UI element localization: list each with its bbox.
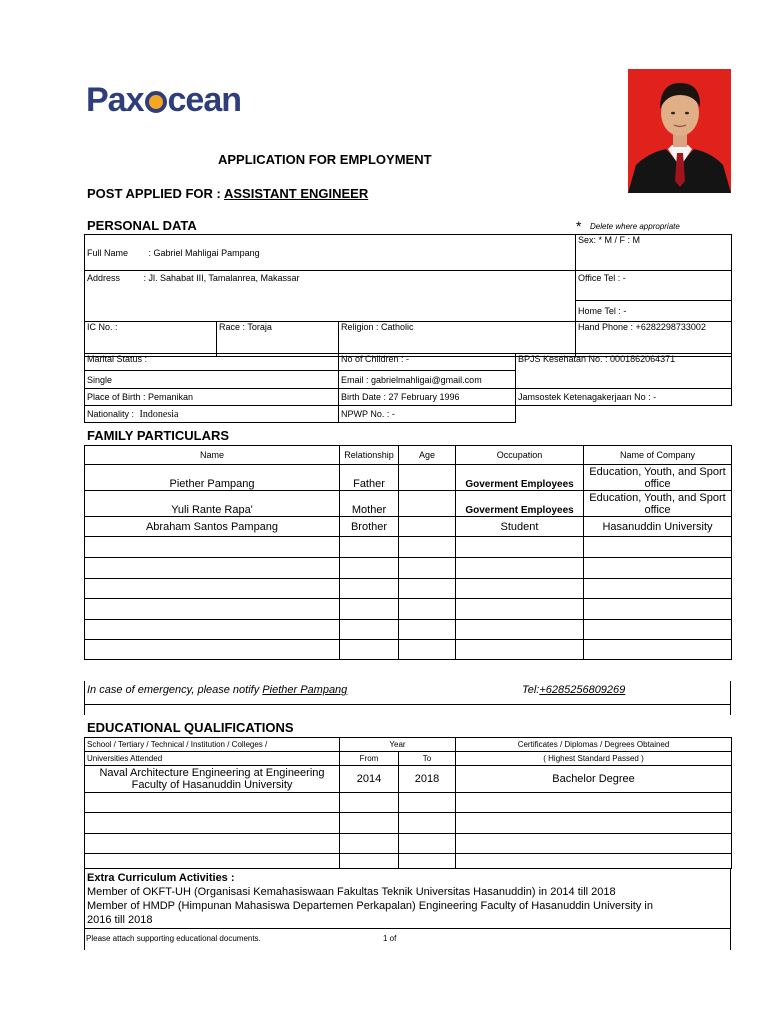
table-row: [85, 766, 732, 793]
children-cell: No of Children : -: [339, 354, 516, 371]
company-logo: Pax cean: [86, 81, 241, 119]
from-header: From: [340, 752, 399, 766]
family-member-company: Education, Youth, and Sport office: [584, 491, 732, 517]
form-title: APPLICATION FOR EMPLOYMENT: [218, 152, 432, 167]
table-row: [85, 517, 732, 537]
extra-border-bottom: [84, 928, 731, 929]
full-name-label: Full Name: [87, 247, 129, 258]
jamsostek-cell: Jamsostek Ketenagakerjaan No : -: [516, 389, 732, 406]
education-heading: EDUCATIONAL QUALIFICATIONS: [87, 720, 294, 735]
table-row: [85, 491, 732, 517]
footer-note: Please attach supporting educational documents.: [86, 934, 261, 943]
family-col-age: Age: [399, 446, 456, 465]
table-row: [85, 854, 732, 869]
school-header-2: Universities Attended: [85, 752, 340, 766]
edu-certificate: Bachelor Degree: [456, 766, 732, 793]
table-row: [85, 793, 732, 813]
personal-data-table: [84, 234, 732, 357]
post-applied: [87, 186, 368, 201]
blank-cell: [516, 406, 732, 423]
table-row: [85, 537, 732, 558]
delete-star: *: [576, 218, 582, 234]
delete-note: Delete where appropriate: [590, 222, 680, 231]
table-row: [85, 558, 732, 579]
family-member-occupation: Goverment Employees: [456, 465, 584, 491]
emergency-border-right: [730, 681, 731, 715]
table-row: [85, 620, 732, 640]
family-member-occupation: Student: [456, 517, 584, 537]
emergency-tel-value: +6285256809269: [539, 684, 626, 696]
npwp-cell: NPWP No. : -: [339, 406, 516, 423]
emergency-tel-label: Tel:: [522, 684, 540, 696]
nationality-value: Indonesia: [139, 408, 179, 420]
family-member-occupation: Goverment Employees: [456, 491, 584, 517]
personal-data-heading: PERSONAL DATA: [87, 218, 197, 233]
full-name-value: : Gabriel Mahligai Pampang: [148, 247, 260, 258]
family-member-relationship: Brother: [340, 517, 399, 537]
family-col-company: Name of Company: [584, 446, 732, 465]
nationality-cell: [85, 406, 339, 423]
family-table: [84, 445, 732, 660]
emergency-tel: [522, 684, 625, 696]
home-tel-cell: Home Tel : -: [576, 301, 732, 322]
family-member-name: Piether Pampang: [85, 465, 340, 491]
marital-status-value: Single: [85, 371, 339, 389]
table-row: [85, 813, 732, 834]
family-member-age: [399, 517, 456, 537]
address-label: Address: [87, 273, 121, 283]
extra-line-1: Member of OKFT-UH (Organisasi Kemahasiswaan Fakultas Teknik Universitas Hasanuddin) in 2014 till 2018: [87, 886, 616, 898]
extra-line-2: Member of HMDP (Himpunan Mahasiswa Departemen Perkapalan) Engineering Faculty of Hasanuddin University in: [87, 900, 653, 912]
cert-header-2: ( Highest Standard Passed ): [456, 752, 732, 766]
family-heading: FAMILY PARTICULARS: [87, 428, 230, 443]
emergency-border-bottom: [84, 704, 731, 705]
family-member-company: Education, Youth, and Sport office: [584, 465, 732, 491]
extra-curriculum: [87, 871, 727, 927]
place-of-birth-cell: Place of Birth : Pemanikan: [85, 389, 339, 406]
emergency-notice: [87, 684, 347, 696]
extra-border-left: [84, 868, 85, 950]
email-cell: Email : gabrielmahligai@gmail.com: [339, 371, 516, 389]
family-member-age: [399, 465, 456, 491]
table-row: [85, 579, 732, 599]
address-cell: [85, 271, 576, 322]
sex-cell: Sex: * M / F : M: [576, 235, 732, 271]
family-col-name: Name: [85, 446, 340, 465]
education-table: [84, 737, 732, 869]
to-header: To: [399, 752, 456, 766]
bpjs-cell: BPJS Kesehatan No. : 0001862064371: [516, 354, 732, 389]
school-name: Naval Architecture Engineering at Engineering Faculty of Hasanuddin University: [85, 766, 340, 793]
applicant-photo-illustration: [628, 69, 731, 193]
post-label: POST APPLIED FOR :: [87, 186, 221, 201]
extra-border-right: [730, 868, 731, 950]
marital-status-label: Marital Status :: [85, 354, 339, 371]
extra-line-3: 2016 till 2018: [87, 914, 153, 926]
edu-from: 2014: [340, 766, 399, 793]
family-member-relationship: Mother: [340, 491, 399, 517]
hand-phone-cell: Hand Phone : +6282298733002: [576, 322, 732, 357]
emergency-name: Piether Pampang: [262, 684, 348, 696]
emergency-label: In case of emergency, please notify: [87, 684, 260, 696]
table-row: [85, 640, 732, 660]
address-value: : Jl. Sahabat III, Tamalanrea, Makassar: [143, 273, 300, 283]
cert-header: Certificates / Diplomas / Degrees Obtained: [456, 738, 732, 752]
personal-data-table-2: [84, 353, 732, 423]
family-member-name: Abraham Santos Pampang: [85, 517, 340, 537]
family-col-relationship: Relationship: [340, 446, 399, 465]
religion-cell: Religion : Catholic: [339, 322, 576, 357]
full-name-cell: [85, 235, 576, 271]
family-member-age: [399, 491, 456, 517]
table-row: [85, 834, 732, 854]
post-value: ASSISTANT ENGINEER: [224, 186, 369, 201]
nationality-label: Nationality :: [87, 408, 135, 419]
applicant-photo: [628, 69, 731, 193]
table-row: [85, 465, 732, 491]
family-member-name: Yuli Rante Rapa': [85, 491, 340, 517]
year-header: Year: [340, 738, 456, 752]
extra-heading: Extra Curriculum Activities :: [87, 872, 235, 884]
emergency-border-left: [84, 681, 85, 715]
edu-to: 2018: [399, 766, 456, 793]
family-member-company: Hasanuddin University: [584, 517, 732, 537]
office-tel-cell: Office Tel : -: [576, 271, 732, 301]
school-header: School / Tertiary / Technical / Institution / Colleges /: [85, 738, 340, 752]
race-cell: Race : Toraja: [217, 322, 339, 357]
family-member-relationship: Father: [340, 465, 399, 491]
ic-no-cell: IC No. :: [85, 322, 217, 357]
logo-o-mark: [145, 91, 167, 113]
table-row: [85, 599, 732, 620]
page-number: 1 of: [383, 934, 397, 943]
family-col-occupation: Occupation: [456, 446, 584, 465]
birth-date-cell: Birth Date : 27 February 1996: [339, 389, 516, 406]
